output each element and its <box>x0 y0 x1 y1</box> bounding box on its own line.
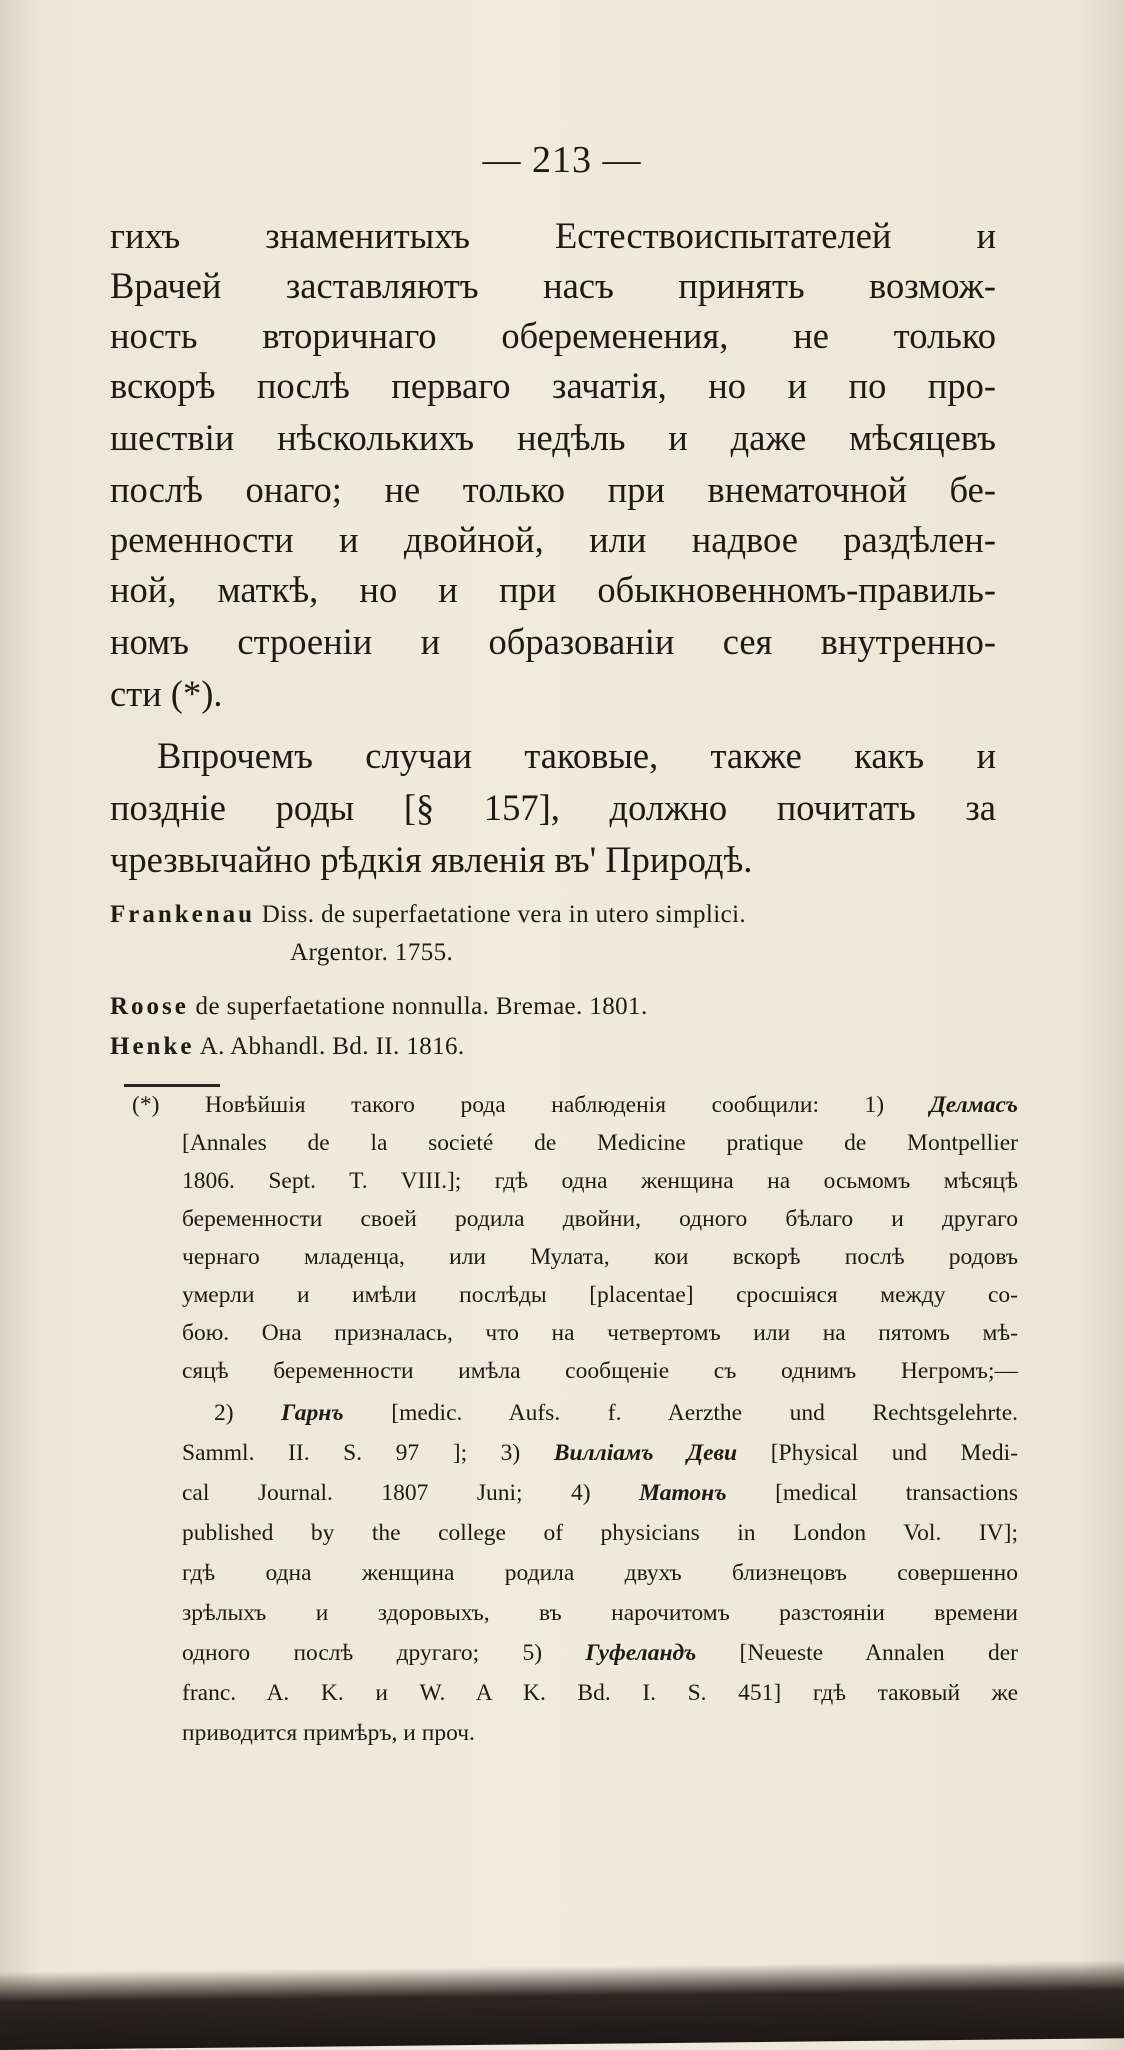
footnote-author-name: Гуфеландъ <box>585 1640 697 1666</box>
paragraph-line: чрезвычайно рѣдкія явленія въ' Природѣ. <box>110 839 753 880</box>
reference-author: Frankenau <box>110 901 256 928</box>
body-line: ность вторичнаго обеременения, не только <box>110 315 996 356</box>
footnote-line: гдѣ одна женщина родила двухъ близнецовъ совершенно <box>182 1560 1018 1586</box>
footnote-text: Samml. II. S. 97 ]; 3) <box>182 1440 554 1466</box>
footnote-text: cal Journal. 1807 Juni; 4) <box>182 1480 640 1506</box>
body-line: ременности и двойной, или надвое раздѣлен- <box>110 519 996 560</box>
footnote-line: published by the college of physicians in London Vol. IV]; <box>182 1520 1018 1546</box>
footnote-line: [Annales de la societé de Medicine pratique de Montpellier <box>182 1130 1018 1156</box>
footnote-author-name: Гарнъ <box>281 1400 344 1426</box>
footnote-text: 2) <box>214 1400 282 1426</box>
body-line: Врачей заставляютъ насъ принять возмож- <box>110 265 996 306</box>
footnote-line: бою. Она призналась, что на четвертомъ или на пятомъ мѣ- <box>182 1320 1018 1346</box>
reference-text: Diss. de superfaetatione vera in utero simplici. <box>255 901 747 928</box>
footnote-line <box>182 1638 1018 1668</box>
footnote-text: [medic. Aufs. f. Aerzthe und Rechtsgelehrte. <box>343 1400 1018 1426</box>
footnote-author-name: Матонъ <box>639 1480 727 1506</box>
footnote-text: [Physical und Medi- <box>737 1440 1018 1466</box>
paragraph-line: поздніе роды [§ 157], должно почитать за <box>110 787 996 828</box>
footnote-line: приводится примѣръ, и проч. <box>182 1720 475 1746</box>
body-line: сти (*). <box>110 673 223 714</box>
footnote-line: чернаго младенца, или Мулата, кои вскорѣ послѣ родовъ <box>182 1244 1018 1270</box>
footnote-rule <box>124 1084 220 1087</box>
footnote-line: зрѣлыхъ и здоровыхъ, въ нарочитомъ разстояніи времени <box>182 1600 1018 1626</box>
reference-entry <box>110 1032 990 1062</box>
footnote-line: беременности своей родила двойни, одного бѣлаго и другаго <box>182 1206 1018 1232</box>
page-bottom-shadow <box>0 1960 1124 2050</box>
footnote-line: умерли и имѣли послѣды [placentae] сросшіяся между со- <box>182 1282 1018 1308</box>
reference-entry <box>110 900 990 930</box>
footnote-text: (*) Новѣйшія такого рода наблюденія сообщили: 1) <box>132 1092 930 1118</box>
reference-text: A. Abhandl. Bd. II. 1816. <box>194 1033 465 1060</box>
footnote-line <box>214 1398 1018 1428</box>
footnote-text: одного послѣ другаго; 5) <box>182 1640 586 1666</box>
reference-text: de superfaetatione nonnulla. Bremae. 1801. <box>188 993 648 1020</box>
body-line: гихъ знаменитыхъ Естествоиспытателей и <box>110 215 996 256</box>
footnote-line: franc. A. K. и W. A K. Bd. I. S. 451] гдѣ таковый же <box>182 1680 1018 1706</box>
paragraph-line: Впрочемъ случаи таковые, также какъ и <box>157 735 996 776</box>
footnote-text: [medical transactions <box>726 1480 1018 1506</box>
page-number: — 213 — <box>482 139 642 181</box>
footnote-line <box>182 1438 1018 1468</box>
reference-author: Henke <box>110 1033 195 1060</box>
footnote-author-name: Делмасъ <box>929 1092 1018 1118</box>
reference-author: Roose <box>110 993 189 1020</box>
reference-continuation: Argentor. 1755. <box>290 939 454 966</box>
body-line: шествіи нѣсколькихъ недѣль и даже мѣсяцевъ <box>110 417 996 458</box>
footnote-line: 1806. Sept. T. VIII.]; гдѣ одна женщина на осьмомъ мѣсяцѣ <box>182 1168 1018 1194</box>
body-line: ной, маткѣ, но и при обыкновенномъ-правиль- <box>110 569 996 610</box>
footnote-line: сяцѣ беременности имѣла сообщеніе съ однимъ Негромъ;— <box>182 1358 1018 1384</box>
footnote-line <box>182 1478 1018 1508</box>
body-line: послѣ онаго; не только при внематочной бе- <box>110 469 996 510</box>
footnote-text: [Neueste Annalen der <box>696 1640 1018 1666</box>
body-line: номъ строеніи и образованіи сея внутренно- <box>110 621 996 662</box>
body-line: вскорѣ послѣ перваго зачатія, но и по про- <box>110 365 996 406</box>
footnote-line <box>132 1090 1018 1120</box>
footnote-author-name: Вилліамъ Деви <box>553 1440 738 1466</box>
reference-entry <box>110 992 990 1022</box>
